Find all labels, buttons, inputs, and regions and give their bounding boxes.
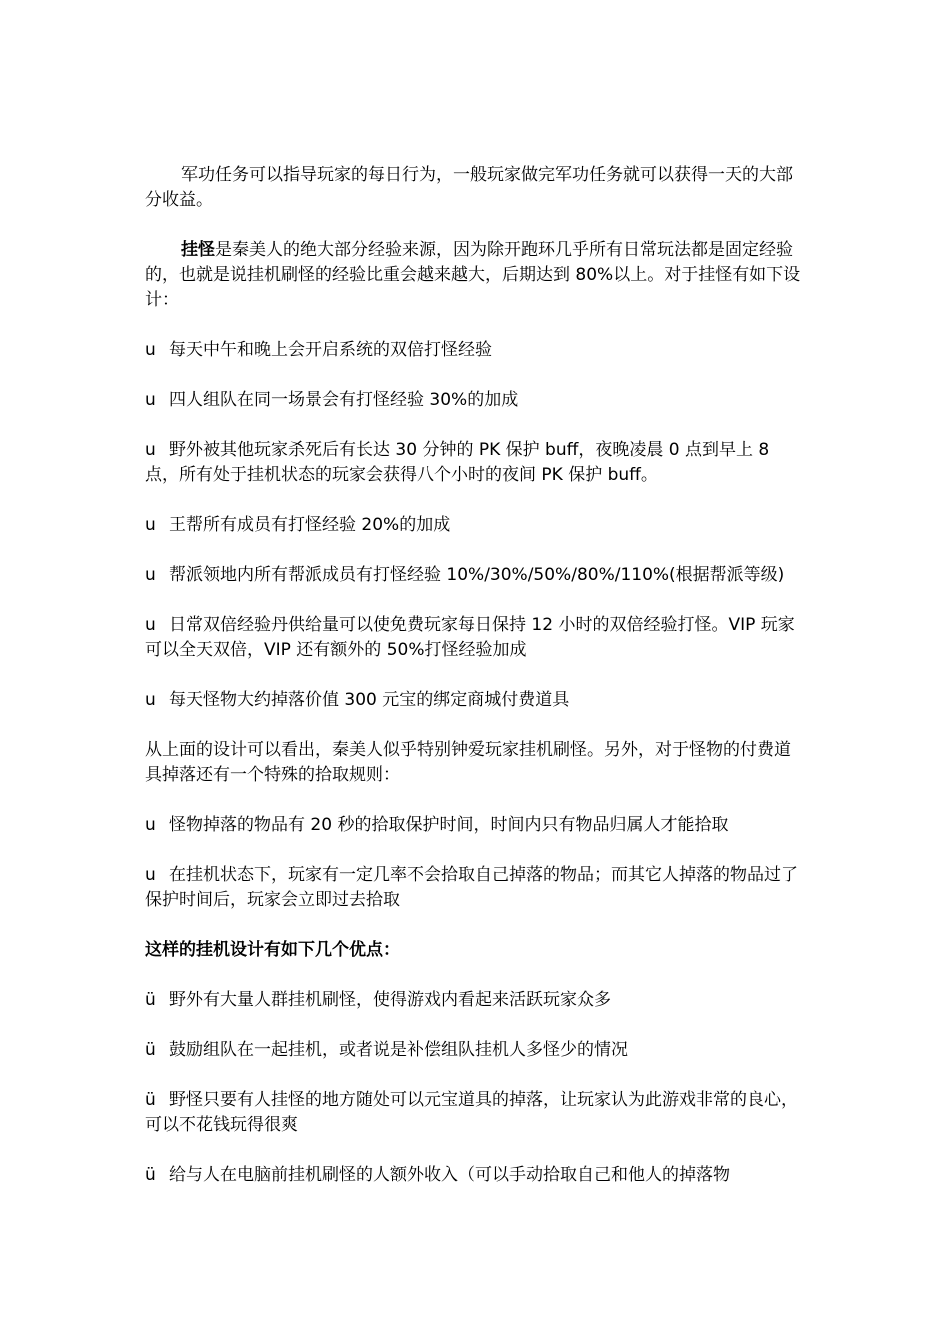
advantages-heading: 这样的挂机设计有如下几个优点： <box>145 940 400 960</box>
list-item <box>145 688 805 713</box>
bullet-mark: u <box>145 690 156 710</box>
bullet-mark: u <box>145 340 156 360</box>
list-item <box>145 563 805 588</box>
list-item-text: 每天中午和晚上会开启系统的双倍打怪经验 <box>169 340 492 360</box>
list-item-text: 日常双倍经验丹供给量可以使免费玩家每日保持 12 小时的双倍经验打怪。VIP 玩家可以全天双倍，VIP 还有额外的 50%打怪经验加成 <box>145 615 795 660</box>
list-item-text: 怪物掉落的物品有 20 秒的拾取保护时间，时间内只有物品归属人才能拾取 <box>169 815 729 835</box>
hang-term: 挂怪 <box>181 240 215 260</box>
document-page <box>145 163 805 1188</box>
list-item-text: 每天怪物大约掉落价值 300 元宝的绑定商城付费道具 <box>169 690 570 710</box>
list-item <box>145 988 805 1013</box>
intro-paragraph: 军功任务可以指导玩家的每日行为，一般玩家做完军功任务就可以获得一天的大部分收益。 <box>145 165 793 210</box>
list-item <box>145 1163 805 1188</box>
hang-paragraph <box>145 238 805 313</box>
list-item <box>145 388 805 413</box>
bullet-mark: u <box>145 390 156 410</box>
list-item <box>145 438 805 488</box>
list-item <box>145 813 805 838</box>
check-mark: ü <box>145 1040 156 1060</box>
bullet-mark: u <box>145 515 156 535</box>
check-mark: ü <box>145 1090 156 1110</box>
list-item <box>145 513 805 538</box>
bullet-mark: u <box>145 815 156 835</box>
list-item-text: 鼓励组队在一起挂机，或者说是补偿组队挂机人多怪少的情况 <box>169 1040 628 1060</box>
list-item-text: 野外被其他玩家杀死后有长达 30 分钟的 PK 保护 buff，夜晚凌晨 0 点到早上 8 点，所有处于挂机状态的玩家会获得八个小时的夜间 PK 保护 buff。 <box>145 440 770 485</box>
bullet-mark: u <box>145 565 156 585</box>
list-item-text: 四人组队在同一场景会有打怪经验 30%的加成 <box>169 390 519 410</box>
list-item-text: 帮派领地内所有帮派成员有打怪经验 10%/30%/50%/80%/110%(根据帮派等级) <box>169 565 785 585</box>
list-item <box>145 338 805 363</box>
list-item <box>145 1088 805 1138</box>
check-mark: ü <box>145 990 156 1010</box>
list-item <box>145 613 805 663</box>
list-item <box>145 863 805 913</box>
list-item-text: 野怪只要有人挂怪的地方随处可以元宝道具的掉落，让玩家认为此游戏非常的良心，可以不花钱玩得很爽 <box>145 1090 798 1135</box>
list-item-text: 野外有大量人群挂机刷怪，使得游戏内看起来活跃玩家众多 <box>169 990 611 1010</box>
list-item <box>145 1038 805 1063</box>
bullet-mark: u <box>145 615 156 635</box>
summary-paragraph: 从上面的设计可以看出，秦美人似乎特别钟爱玩家挂机刷怪。另外，对于怪物的付费道具掉落还有一个特殊的拾取规则： <box>145 740 791 785</box>
hang-description: 是秦美人的绝大部分经验来源，因为除开跑环几乎所有日常玩法都是固定经验的，也就是说挂机刷怪的经验比重会越来越大，后期达到 80%以上。对于挂怪有如下设计： <box>145 240 801 310</box>
bullet-mark: u <box>145 865 156 885</box>
bullet-mark: u <box>145 440 156 460</box>
list-item-text: 在挂机状态下，玩家有一定几率不会拾取自己掉落的物品；而其它人掉落的物品过了保护时间后，玩家会立即过去拾取 <box>145 865 798 910</box>
list-item-text: 给与人在电脑前挂机刷怪的人额外收入（可以手动拾取自己和他人的掉落物 <box>169 1165 730 1185</box>
list-item-text: 王帮所有成员有打怪经验 20%的加成 <box>169 515 451 535</box>
check-mark: ü <box>145 1165 156 1185</box>
